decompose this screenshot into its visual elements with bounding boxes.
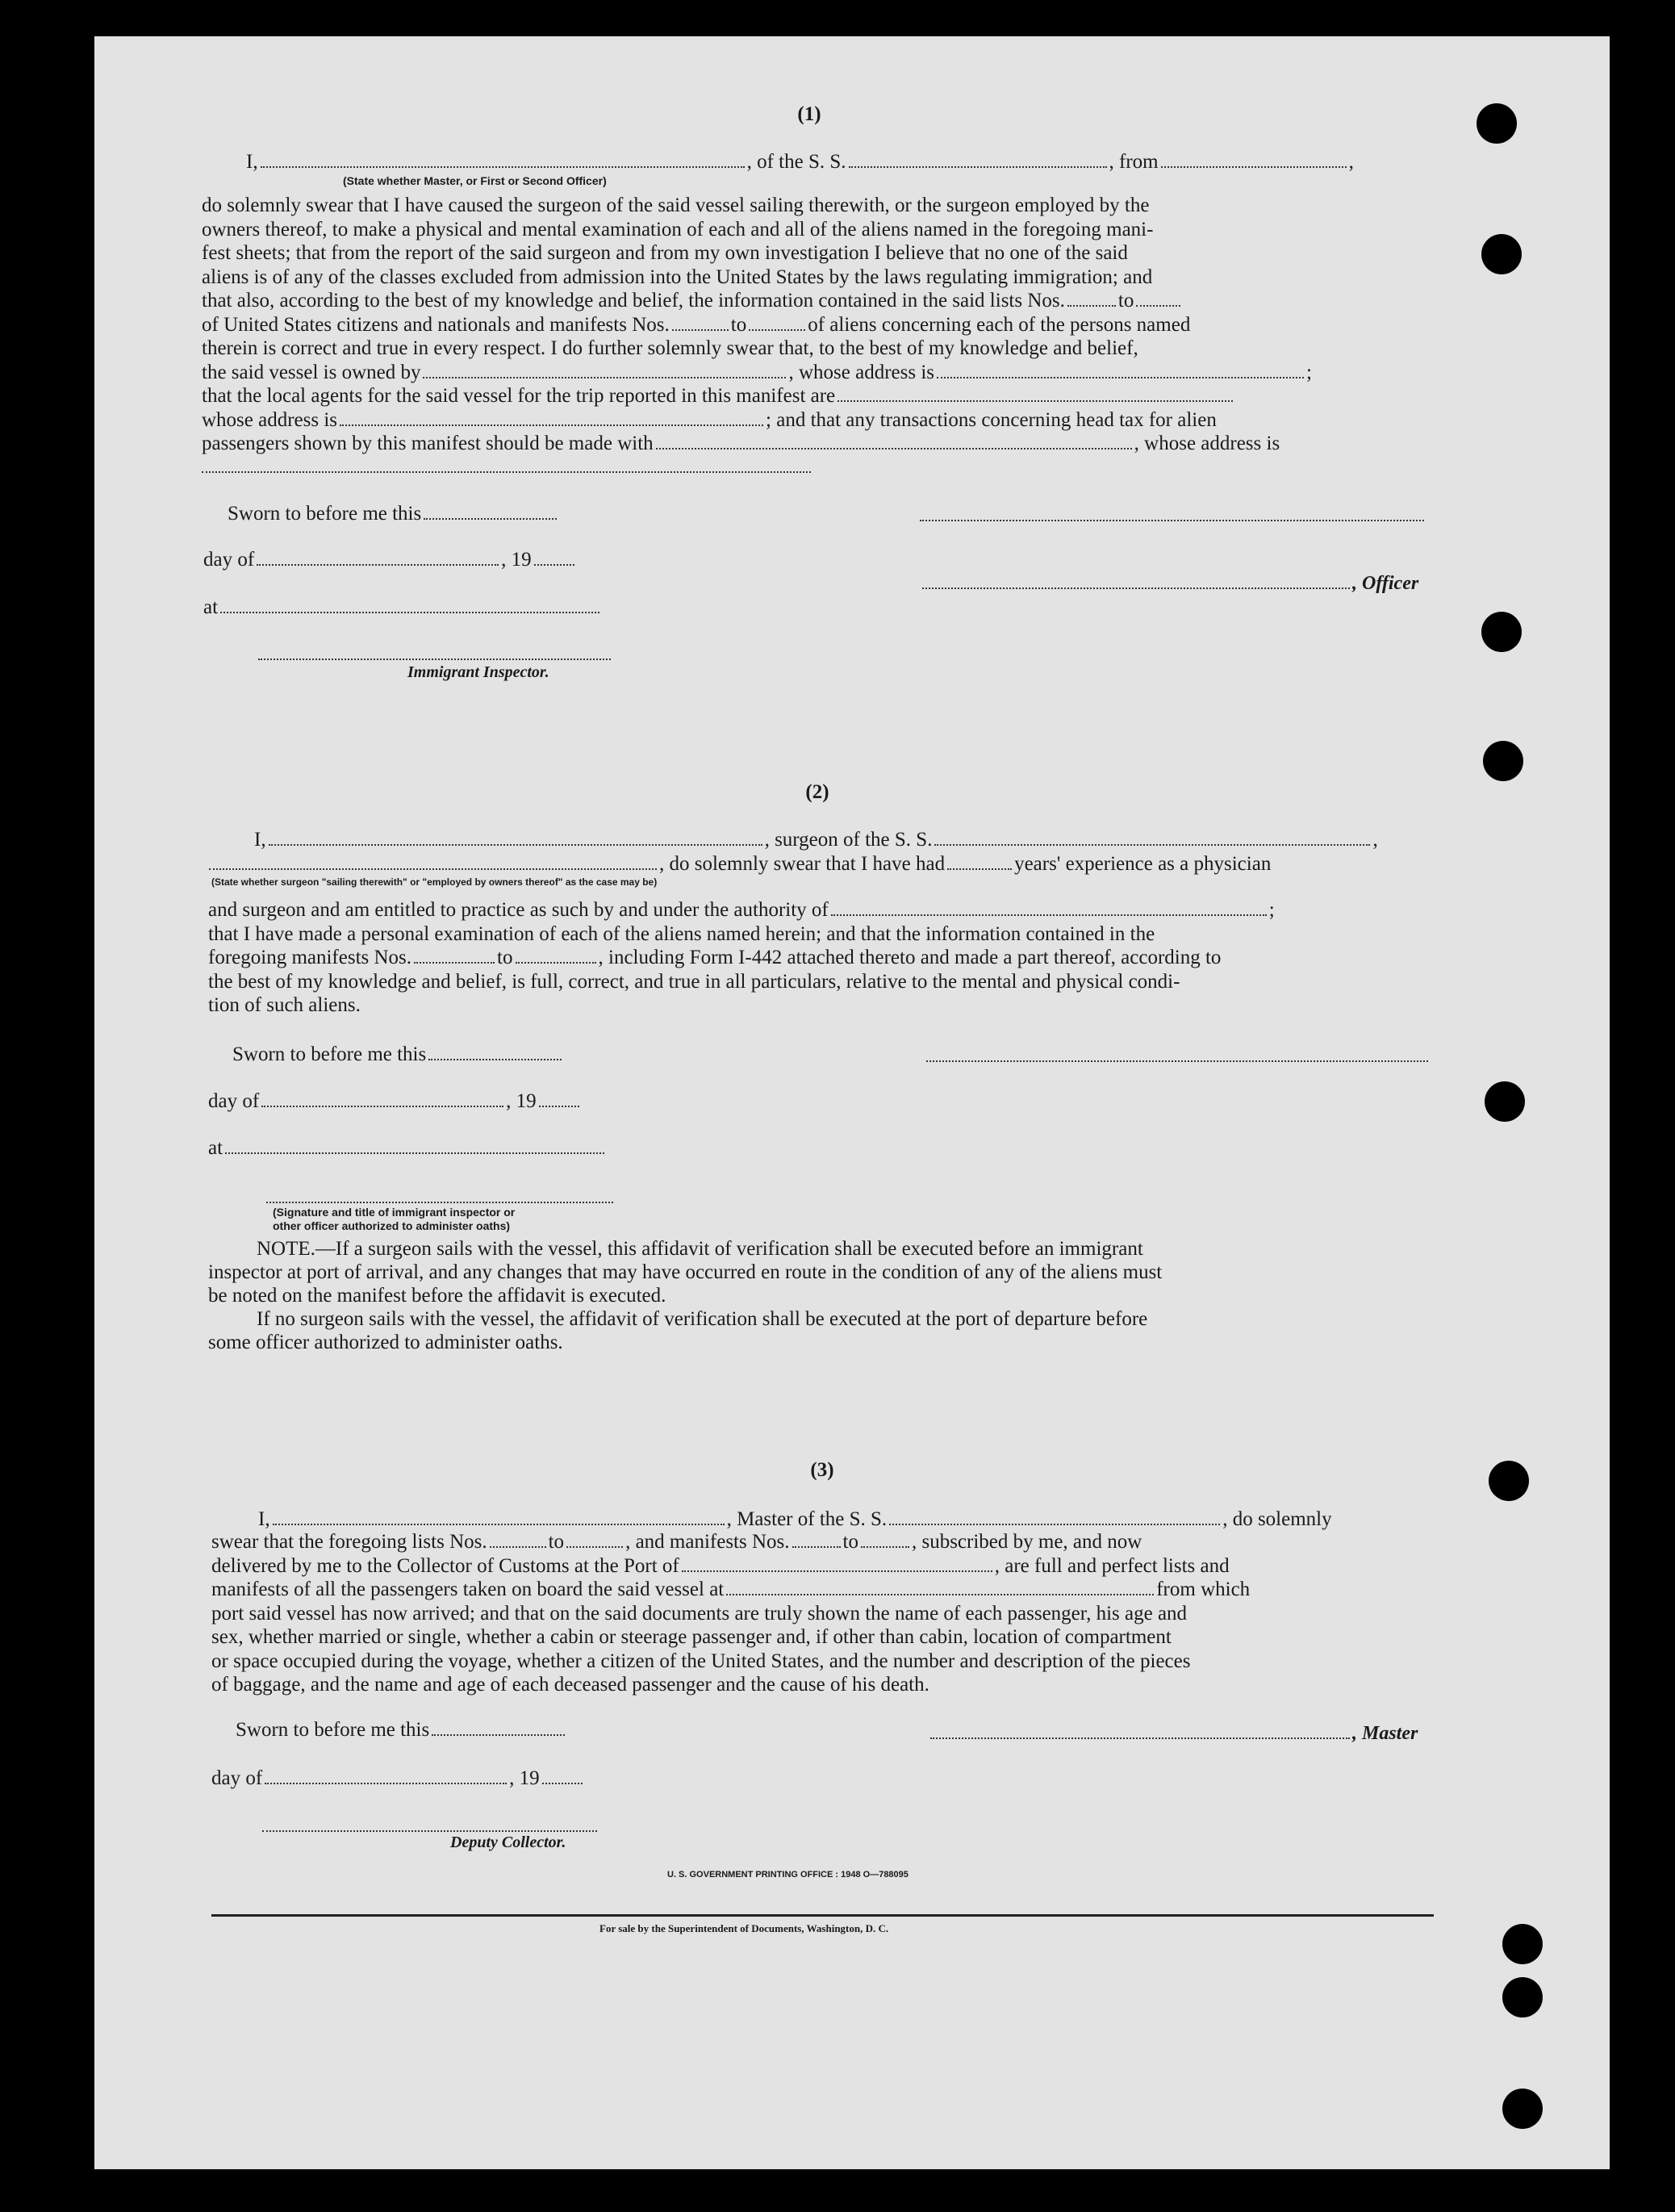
officer-signature-line bbox=[920, 518, 1424, 521]
section-1-number: (1) bbox=[797, 103, 821, 125]
punch-hole bbox=[1485, 1081, 1525, 1122]
section-1-line-1 bbox=[246, 150, 1354, 174]
punch-hole bbox=[1502, 1977, 1543, 2018]
text-solemnly-swear: , do solemnly swear that I have had bbox=[659, 853, 946, 875]
text-whose-address: , whose address is bbox=[788, 361, 935, 383]
section-3-line-1 bbox=[258, 1507, 1332, 1531]
text-local-agents: that the local agents for the said vessel for the trip reported in this manifest are bbox=[202, 385, 836, 407]
text-to: to bbox=[730, 313, 747, 336]
section-1-text-line: fest sheets; that from the report of the said surgeon and from my own investigation I believe that no one of the said bbox=[202, 242, 1128, 264]
text-lists-nos: swear that the foregoing lists Nos. bbox=[211, 1531, 487, 1553]
text-day-of: day of bbox=[203, 549, 255, 571]
section-1-text-line: owners thereof, to make a physical and mental examination of each and all of the aliens named in the foregoing mani- bbox=[202, 218, 1154, 240]
day-of-line bbox=[211, 1767, 585, 1790]
text-semicolon: ; bbox=[1268, 899, 1275, 921]
text-officer: , Officer bbox=[1352, 573, 1419, 594]
text-day-of: day of bbox=[211, 1767, 263, 1789]
text-comma: , bbox=[1372, 829, 1378, 851]
printing-office-line: U. S. GOVERNMENT PRINTING OFFICE : 1948 O—788095 bbox=[667, 1870, 909, 1880]
section-3-paragraph bbox=[211, 1530, 1435, 1697]
punch-hole bbox=[1481, 612, 1522, 652]
section-3-text-line: port said vessel has now arrived; and that on the said documents are truly shown the name of each passenger, his age and bbox=[211, 1602, 1188, 1625]
text-semicolon: ; bbox=[1306, 361, 1312, 383]
text-sworn: Sworn to before me this bbox=[232, 1043, 427, 1065]
text-aliens: of aliens concerning each of the persons named bbox=[808, 313, 1191, 336]
address-line bbox=[202, 470, 811, 473]
day-of-line bbox=[208, 1089, 582, 1113]
section-3-text-line: sex, whether married or single, whether a cabin or steerage passenger and, if other than cabin, location of compartment bbox=[211, 1626, 1172, 1648]
note-text-line: —If a surgeon sails with the vessel, this affidavit of verification shall be executed before an immigrant bbox=[315, 1238, 1143, 1260]
note-text-line: be noted on the manifest before the affidavit is executed. bbox=[208, 1285, 666, 1307]
deputy-signature-line bbox=[262, 1829, 597, 1832]
section-1-text-line: do solemnly swear that I have caused the surgeon of the said vessel sailing therewith, or the surgeon employed by the bbox=[202, 194, 1150, 216]
text-to: to bbox=[548, 1531, 565, 1553]
text-sworn: Sworn to before me this bbox=[236, 1719, 430, 1741]
text-to: to bbox=[1117, 290, 1134, 312]
sale-line: For sale by the Superintendent of Documents, Washington, D. C. bbox=[599, 1922, 889, 1934]
note-label: NOTE. bbox=[257, 1238, 315, 1260]
section-1-text-line: aliens is of any of the classes excluded from admission into the United States by the laws regulating immigration; and bbox=[202, 266, 1153, 288]
text-i: I, bbox=[254, 829, 266, 851]
text-whose-address: , whose address is bbox=[1134, 433, 1280, 454]
section-2-paragraph bbox=[208, 898, 1428, 1018]
note-text-line: inspector at port of arrival, and any changes that may have occurred en route in the condition of any of the aliens must bbox=[208, 1261, 1163, 1283]
inspector-caption: Immigrant Inspector. bbox=[407, 663, 549, 681]
footer-rule bbox=[211, 1914, 1434, 1917]
text-manifests-nos: foregoing manifests Nos. bbox=[208, 947, 412, 968]
text-master-of: , Master of the S. S. bbox=[726, 1508, 888, 1530]
punch-hole bbox=[1483, 741, 1523, 781]
officer-hint: (State whether Master, or First or Second Officer) bbox=[343, 174, 607, 187]
text-manifests-nos: , and manifests Nos. bbox=[625, 1531, 790, 1553]
punch-hole bbox=[1477, 103, 1517, 144]
text-head-tax: ; and that any transactions concerning head tax for alien bbox=[766, 408, 1217, 431]
text-full-lists: , are full and perfect lists and bbox=[994, 1554, 1230, 1577]
master-line bbox=[928, 1721, 1418, 1746]
text-at: at bbox=[203, 596, 219, 618]
punch-hole bbox=[1502, 1924, 1543, 1964]
at-line bbox=[208, 1136, 607, 1160]
note-text-line: If no surgeon sails with the vessel, the affidavit of verification shall be executed at the port of departure before bbox=[257, 1308, 1148, 1330]
text-years-experience: years' experience as a physician bbox=[1014, 853, 1272, 875]
text-made-with: passengers shown by this manifest should be made with bbox=[202, 433, 654, 454]
text-i: I, bbox=[246, 151, 258, 173]
text-at: at bbox=[208, 1137, 223, 1159]
note-block bbox=[208, 1237, 1431, 1354]
inspector-signature-line bbox=[266, 1200, 613, 1203]
text-whose-address: whose address is bbox=[202, 408, 338, 431]
text-from: , from bbox=[1109, 151, 1159, 173]
text-sworn: Sworn to before me this bbox=[228, 503, 422, 525]
text-day-of: day of bbox=[208, 1090, 260, 1112]
text-master: , Master bbox=[1352, 1723, 1418, 1744]
text-port-of: delivered by me to the Collector of Customs at the Port of bbox=[211, 1554, 679, 1577]
text-authority: and surgeon and am entitled to practice as such by and under the authority of bbox=[208, 899, 829, 921]
text-manifests-nos: of United States citizens and nationals and manifests Nos. bbox=[202, 313, 670, 336]
text-19: , 19 bbox=[501, 549, 532, 571]
section-2-text-line: the best of my knowledge and belief, is full, correct, and true in all particulars, relative to the mental and physical condi- bbox=[208, 970, 1180, 993]
text-19: , 19 bbox=[509, 1767, 540, 1789]
punch-hole bbox=[1481, 234, 1522, 274]
section-2-number: (2) bbox=[805, 781, 829, 803]
text-do-solemnly: , do solemnly bbox=[1222, 1508, 1332, 1530]
signature-hint-2: other officer authorized to administer oaths) bbox=[273, 1219, 511, 1232]
inspector-signature-line bbox=[258, 657, 611, 660]
sworn-line bbox=[232, 1043, 564, 1066]
deputy-caption: Deputy Collector. bbox=[450, 1834, 566, 1851]
note-text-line: some officer authorized to administer oaths. bbox=[208, 1332, 563, 1353]
text-lists-nos: that also, according to the best of my knowledge and belief, the information contained in the said lists Nos. bbox=[202, 290, 1065, 312]
sworn-line bbox=[236, 1718, 567, 1742]
punch-hole bbox=[1489, 1461, 1529, 1501]
officer-line bbox=[920, 571, 1418, 596]
text-of-ss: , of the S. S. bbox=[746, 151, 846, 173]
signature-hint-1: (Signature and title of immigrant inspector or bbox=[273, 1206, 516, 1219]
section-1-text-line: therein is correct and true in every respect. I do further solemnly swear that, to the best of my knowledge and belief, bbox=[202, 337, 1138, 359]
text-surgeon-of: , surgeon of the S. S. bbox=[764, 829, 933, 851]
at-line bbox=[203, 596, 602, 619]
text-from-which: from which bbox=[1156, 1579, 1251, 1600]
day-of-line bbox=[203, 548, 577, 571]
section-2-text-line: tion of such aliens. bbox=[208, 994, 361, 1016]
text-form-i442: , including Form I-442 attached thereto and made a part thereof, according to bbox=[598, 947, 1222, 968]
text-to: to bbox=[842, 1531, 858, 1553]
surgeon-hint: (State whether surgeon "sailing therewith" or "employed by owners thereof" as the case may be) bbox=[211, 876, 658, 888]
text-subscribed: , subscribed by me, and now bbox=[911, 1531, 1142, 1553]
section-2-line-2 bbox=[207, 852, 1271, 876]
text-to: to bbox=[497, 947, 513, 968]
section-3-text-line: or space occupied during the voyage, whether a citizen of the United States, and the number and description of the pieces bbox=[211, 1650, 1191, 1672]
text-comma: , bbox=[1348, 151, 1354, 173]
section-3-text-line: of baggage, and the name and age of each deceased passenger and the cause of his death. bbox=[211, 1674, 929, 1696]
officer-signature-line bbox=[926, 1059, 1428, 1062]
sworn-line bbox=[228, 502, 559, 525]
text-owned-by: the said vessel is owned by bbox=[202, 361, 421, 383]
punch-hole bbox=[1502, 2089, 1543, 2129]
text-taken-at: manifests of all the passengers taken on board the said vessel at bbox=[211, 1579, 725, 1600]
section-1-paragraph bbox=[202, 194, 1424, 456]
section-2-line-1 bbox=[254, 828, 1378, 851]
section-2-text-line: that I have made a personal examination of each of the aliens named herein; and that the information contained in the bbox=[208, 922, 1155, 945]
section-3-number: (3) bbox=[810, 1459, 834, 1481]
text-i: I, bbox=[258, 1508, 270, 1530]
text-19: , 19 bbox=[506, 1090, 537, 1112]
